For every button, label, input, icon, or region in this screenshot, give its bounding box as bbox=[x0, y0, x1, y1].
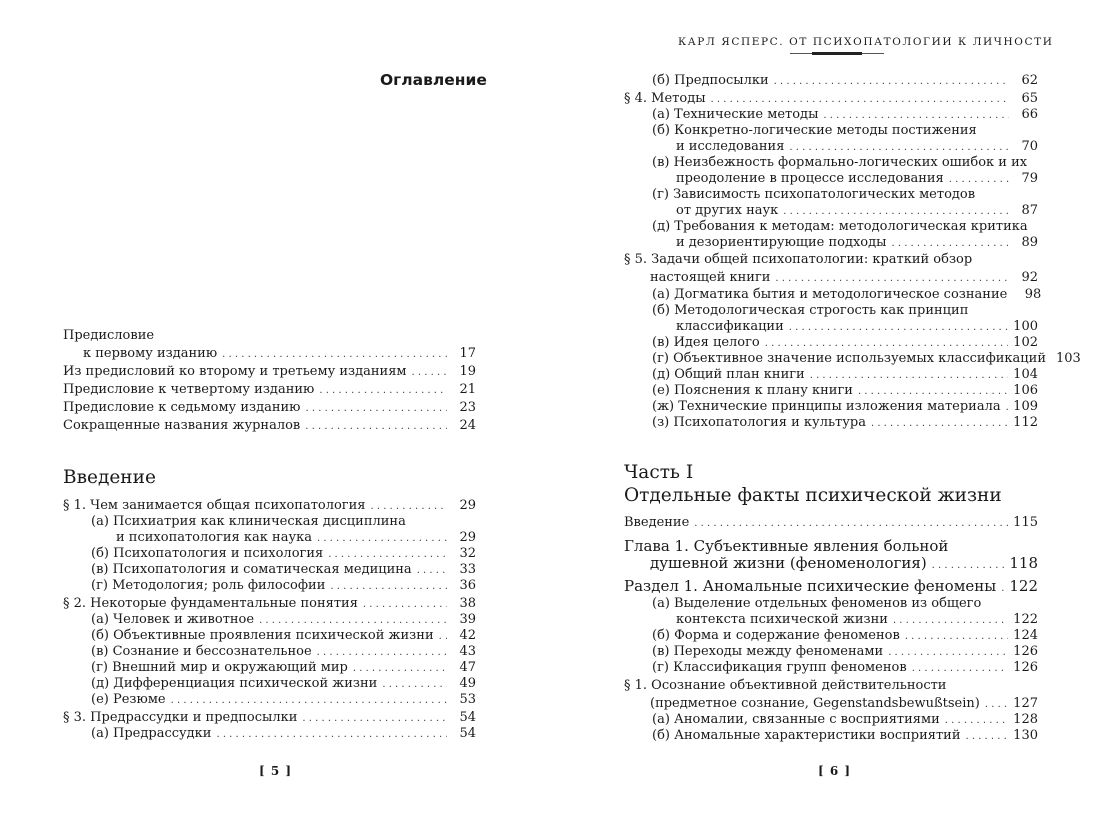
toc-entry[interactable]: (з) Психопатология и культура . . . 112 bbox=[652, 415, 1038, 431]
toc-entry[interactable]: душевной жизни (феноменология) . . . 118 bbox=[650, 554, 1038, 573]
toc-entry[interactable]: (а) Аномалии, связанные с восприятиями . . . 128 bbox=[652, 712, 1038, 728]
toc-entry[interactable]: (б) Психопатология и психология . . . 32 bbox=[91, 546, 476, 562]
toc-entry[interactable]: § 1. Осознание объективной действительности bbox=[624, 678, 947, 693]
toc-entry[interactable]: (а) Человек и животное . . . 39 bbox=[91, 612, 476, 628]
toc-entry[interactable]: (г) Классификация групп феноменов . . . 126 bbox=[652, 660, 1038, 676]
toc-entry[interactable]: § 1. Чем занимается общая психопатология . . . 29 bbox=[63, 498, 476, 514]
page-number: [ 5 ] bbox=[259, 764, 293, 778]
toc-entry[interactable]: (в) Психопатология и соматическая медицина . . . 33 bbox=[91, 562, 476, 578]
toc-entry[interactable]: (б) Форма и содержание феноменов . . . 124 bbox=[652, 628, 1038, 644]
toc-entry[interactable]: преодоление в процессе исследования . . . 79 bbox=[676, 171, 1038, 187]
toc-entry[interactable]: (д) Требования к методам: методологическая критика bbox=[652, 219, 1028, 234]
toc-entry[interactable]: (а) Психиатрия как клиническая дисциплина bbox=[91, 514, 406, 529]
section-heading: Введение bbox=[63, 467, 156, 488]
toc-entry[interactable]: § 2. Некоторые фундаментальные понятия . . . 38 bbox=[63, 596, 476, 612]
part-title: Отдельные факты психической жизни bbox=[624, 485, 1002, 506]
part-heading: Часть I bbox=[624, 462, 694, 483]
toc-entry[interactable]: (в) Неизбежность формально-логических ошибок и их bbox=[652, 155, 1028, 170]
toc-entry[interactable]: (б) Методологическая строгость как принцип bbox=[652, 303, 969, 318]
toc-entry[interactable]: (а) Догматика бытия и методологическое сознание 98 bbox=[652, 287, 1042, 302]
toc-title: Оглавление bbox=[380, 71, 487, 89]
toc-entry[interactable]: Сокращенные названия журналов . . . 24 bbox=[63, 418, 476, 434]
toc-entry[interactable]: (б) Предпосылки . . . 62 bbox=[652, 73, 1038, 89]
toc-entry[interactable]: (предметное сознание, Gegenstandsbewußtsein) . . . 127 bbox=[650, 696, 1038, 712]
toc-entry[interactable]: (а) Предрассудки . . . 54 bbox=[91, 726, 476, 742]
toc-entry[interactable]: (е) Резюме . . . 53 bbox=[91, 692, 476, 708]
toc-entry[interactable]: (а) Выделение отдельных феноменов из общего bbox=[652, 596, 982, 611]
right-page bbox=[550, 0, 1100, 825]
toc-entry[interactable]: (е) Пояснения к плану книги . . . 106 bbox=[652, 383, 1038, 399]
toc-entry[interactable]: (в) Сознание и бессознательное . . . 43 bbox=[91, 644, 476, 660]
toc-entry[interactable]: Введение . . . 115 bbox=[624, 515, 1038, 531]
toc-entry[interactable]: от других наук . . . 87 bbox=[676, 203, 1038, 219]
toc-entry[interactable]: контекста психической жизни . . . 122 bbox=[676, 612, 1038, 628]
toc-entry[interactable]: настоящей книги . . . 92 bbox=[650, 270, 1038, 286]
toc-entry[interactable]: (д) Дифференциация психической жизни . . . 49 bbox=[91, 676, 476, 692]
toc-entry[interactable]: Предисловие к седьмому изданию . . . 23 bbox=[63, 400, 476, 416]
toc-entry[interactable]: § 5. Задачи общей психопатологии: краткий обзор bbox=[624, 252, 973, 267]
toc-entry[interactable]: и исследования . . . 70 bbox=[676, 139, 1038, 155]
toc-entry[interactable]: (б) Объективные проявления психической жизни . . . 42 bbox=[91, 628, 476, 644]
toc-entry[interactable]: (в) Переходы между феноменами . . . 126 bbox=[652, 644, 1038, 660]
toc-entry[interactable]: классификации . . . 100 bbox=[676, 319, 1038, 335]
toc-entry[interactable]: (г) Объективное значение используемых классификаций 103 bbox=[652, 351, 1081, 366]
toc-entry[interactable]: (г) Зависимость психопатологических методов bbox=[652, 187, 976, 202]
toc-entry[interactable]: Глава 1. Субъективные явления больной bbox=[624, 537, 949, 555]
toc-entry[interactable]: Раздел 1. Аномальные психические феномены . . . 122 bbox=[624, 577, 1038, 596]
toc-entry[interactable]: § 3. Предрассудки и предпосылки . . . 54 bbox=[63, 710, 476, 726]
toc-entry[interactable]: (в) Идея целого . . . 102 bbox=[652, 335, 1038, 351]
toc-entry[interactable]: § 4. Методы . . . 65 bbox=[624, 91, 1038, 107]
toc-entry[interactable]: Предисловие к четвертому изданию . . . 21 bbox=[63, 382, 476, 398]
toc-entry[interactable]: (б) Конкретно-логические методы постижения bbox=[652, 123, 977, 138]
toc-entry[interactable]: (ж) Технические принципы изложения материала . . . 109 bbox=[652, 399, 1038, 415]
toc-entry[interactable]: и дезориентирующие подходы . . . 89 bbox=[676, 235, 1038, 251]
running-head-rule bbox=[790, 53, 884, 54]
toc-entry[interactable]: к первому изданию . . . 17 bbox=[83, 346, 476, 362]
toc-entry[interactable]: (а) Технические методы . . . 66 bbox=[652, 107, 1038, 123]
toc-entry[interactable]: (г) Методология; роль философии . . . 36 bbox=[91, 578, 476, 594]
toc-entry[interactable]: Из предисловий ко второму и третьему изданиям . . . 19 bbox=[63, 364, 476, 380]
toc-entry[interactable]: (г) Внешний мир и окружающий мир . . . 47 bbox=[91, 660, 476, 676]
toc-entry[interactable]: и психопатология как наука . . . 29 bbox=[116, 530, 476, 546]
toc-entry[interactable]: Предисловие bbox=[63, 328, 155, 343]
running-head: КАРЛ ЯСПЕРС. ОТ ПСИХОПАТОЛОГИИ К ЛИЧНОСТИ bbox=[678, 36, 1054, 48]
toc-entry[interactable]: (б) Аномальные характеристики восприятий . . . 130 bbox=[652, 728, 1038, 744]
toc-entry[interactable]: (д) Общий план книги . . . 104 bbox=[652, 367, 1038, 383]
page-number: [ 6 ] bbox=[818, 764, 852, 778]
